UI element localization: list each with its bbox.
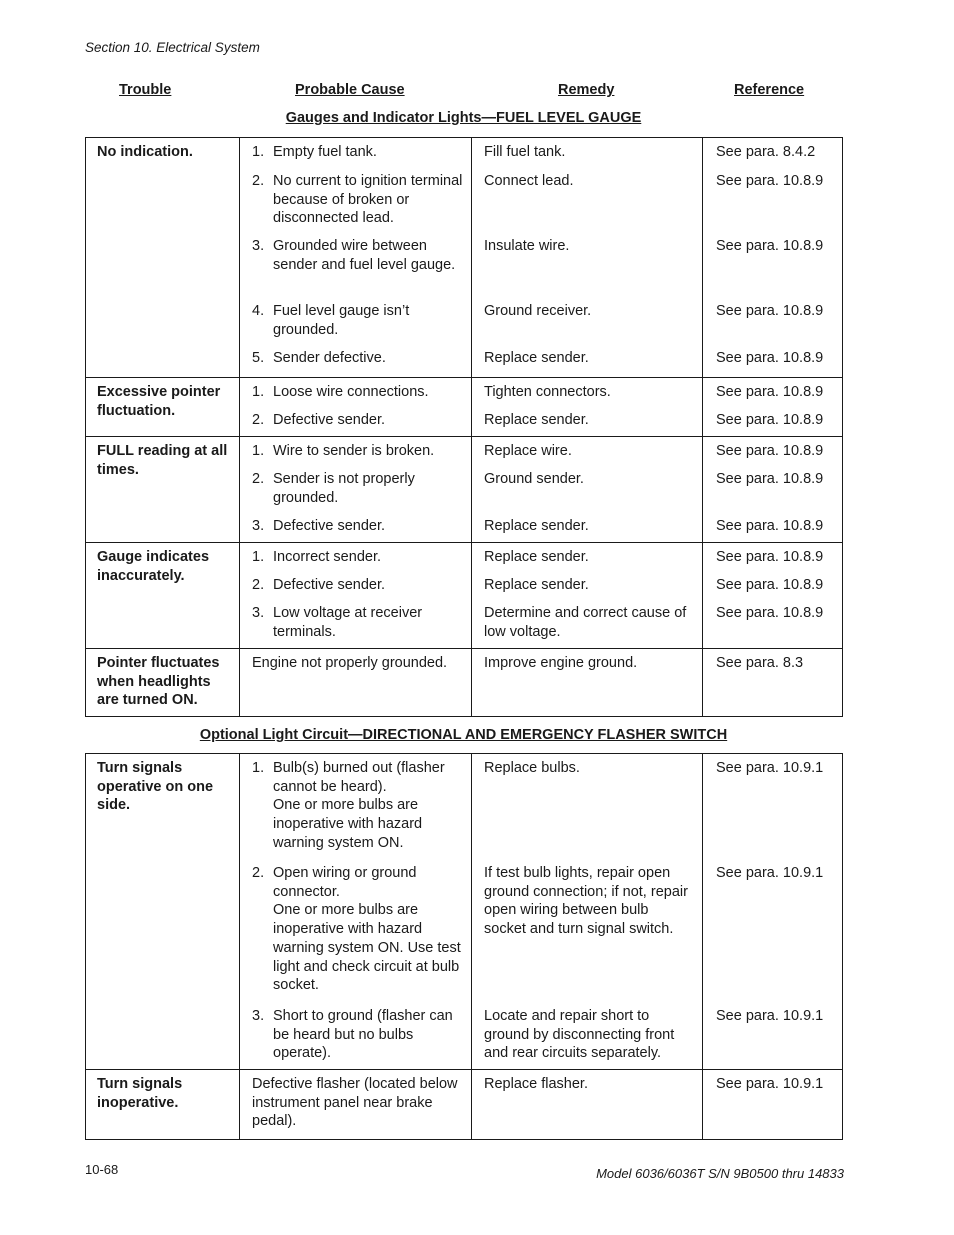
reference-item: See para. 10.8.9 <box>716 238 824 254</box>
cause-text <box>252 654 463 673</box>
cause-text <box>252 548 463 567</box>
cause-text <box>252 604 463 641</box>
cause-cell <box>240 543 472 649</box>
trouble-cell: Excessive pointer fluctuation. <box>86 378 240 437</box>
cause-item <box>252 442 463 470</box>
item-number: 3. <box>252 605 265 621</box>
reference-item: See para. 10.9.1 <box>716 1008 824 1024</box>
reference-item: See para. 10.8.9 <box>716 384 824 400</box>
cause-cell <box>240 1070 472 1140</box>
cause-text <box>252 172 463 228</box>
table-row <box>86 649 843 717</box>
cause-item <box>252 302 463 349</box>
reference-cell <box>703 378 843 437</box>
reference-item: See para. 10.8.9 <box>716 303 824 319</box>
remedy-item: Replace sender. <box>484 412 589 428</box>
cause-item <box>252 604 463 642</box>
cause-text <box>252 383 463 402</box>
item-number: 3. <box>252 238 265 254</box>
cause-item <box>252 759 463 864</box>
cause-item <box>252 143 463 172</box>
reference-item: See para. 10.9.1 <box>716 865 824 881</box>
reference-item: See para. 10.8.9 <box>716 173 824 189</box>
cause-text <box>252 349 463 368</box>
item-number: 1. <box>252 760 265 776</box>
cause-line: Low voltage at receiver terminals. <box>273 605 423 640</box>
item-number: 5. <box>252 350 265 366</box>
reference-item: See para. 10.9.1 <box>716 760 824 776</box>
remedy-item: Connect lead. <box>484 173 574 189</box>
table-row <box>86 378 843 437</box>
reference-item: See para. 10.8.9 <box>716 471 824 487</box>
cause-item <box>252 654 463 710</box>
troubleshooting-table-fuel-gauge <box>85 137 843 717</box>
reference-cell <box>703 437 843 543</box>
trouble-cell: Turn signals operative on one side. <box>86 754 240 1070</box>
item-number: 1. <box>252 384 265 400</box>
remedy-item: Replace flasher. <box>484 1076 588 1092</box>
cause-item <box>252 349 463 371</box>
cause-line: Open wiring or ground connector. <box>273 865 417 900</box>
column-headings <box>0 82 954 102</box>
cause-item <box>252 470 463 517</box>
item-number: 1. <box>252 144 265 160</box>
cause-line: Grounded wire between sender and fuel level gauge. <box>273 238 456 273</box>
cause-text <box>252 1075 463 1131</box>
remedy-item: Determine and correct cause of low voltage. <box>484 605 687 640</box>
remedy-cell <box>472 754 703 1070</box>
cause-line: Short to ground (flasher can be heard but no bulbs operate). <box>273 1008 453 1062</box>
reference-item: See para. 10.9.1 <box>716 1076 824 1092</box>
model-footer: Model 6036/6036T S/N 9B0500 thru 14833 <box>596 1166 844 1181</box>
item-number: 1. <box>252 443 265 459</box>
reference-cell <box>703 138 843 378</box>
table-row <box>86 754 843 1070</box>
cause-line: Engine not properly grounded. <box>252 655 448 671</box>
reference-item: See para. 10.8.9 <box>716 577 824 593</box>
cause-text <box>252 759 463 853</box>
cause-line: Sender defective. <box>273 350 386 366</box>
column-heading-remedy: Remedy <box>558 82 615 98</box>
cause-text <box>252 442 463 461</box>
cause-cell <box>240 754 472 1070</box>
cause-text <box>252 1007 463 1063</box>
item-number: 2. <box>252 412 265 428</box>
item-number: 2. <box>252 865 265 881</box>
cause-item <box>252 517 463 536</box>
remedy-item: Insulate wire. <box>484 238 570 254</box>
reference-cell <box>703 649 843 717</box>
cause-cell <box>240 437 472 543</box>
remedy-cell <box>472 378 703 437</box>
remedy-item: Ground sender. <box>484 471 584 487</box>
cause-line: Defective flasher (located below instrument panel near brake pedal). <box>252 1076 458 1130</box>
remedy-item: Replace sender. <box>484 518 589 534</box>
remedy-cell <box>472 437 703 543</box>
trouble-cell: Turn signals inoperative. <box>86 1070 240 1140</box>
reference-item: See para. 10.8.9 <box>716 549 824 565</box>
page-number: 10-68 <box>85 1162 119 1177</box>
remedy-item: Replace bulbs. <box>484 760 580 776</box>
reference-item: See para. 10.8.9 <box>716 412 824 428</box>
cause-line: Loose wire connections. <box>273 384 429 400</box>
cause-note: One or more bulbs are inoperative with hazard warning system ON. Use test light and check circuit at bulb socket. <box>273 902 461 994</box>
table-row <box>86 1070 843 1140</box>
cause-line: No current to ignition terminal because of broken or disconnected lead. <box>273 173 463 227</box>
remedy-item: Improve engine ground. <box>484 655 638 671</box>
column-heading-reference: Reference <box>734 82 805 98</box>
cause-item <box>252 237 463 302</box>
table-row <box>86 437 843 543</box>
cause-cell <box>240 649 472 717</box>
cause-line: Defective sender. <box>273 518 386 534</box>
cause-cell <box>240 378 472 437</box>
remedy-cell <box>472 649 703 717</box>
remedy-cell <box>472 138 703 378</box>
cause-cell <box>240 138 472 378</box>
item-number: 2. <box>252 471 265 487</box>
remedy-cell <box>472 1070 703 1140</box>
cause-text <box>252 470 463 507</box>
section-title-flasher-switch: Optional Light Circuit—DIRECTIONAL AND EMERGENCY FLASHER SWITCH <box>199 727 728 743</box>
remedy-item: Locate and repair short to ground by disconnecting front and rear circuits separately. <box>484 1008 675 1062</box>
cause-note: One or more bulbs are inoperative with hazard warning system ON. <box>273 797 423 851</box>
column-heading-cause: Probable Cause <box>295 82 405 98</box>
item-number: 4. <box>252 303 265 319</box>
cause-item <box>252 864 463 1007</box>
remedy-item: Tighten connectors. <box>484 384 611 400</box>
reference-cell <box>703 543 843 649</box>
table-row <box>86 543 843 649</box>
remedy-item: Fill fuel tank. <box>484 144 566 160</box>
cause-text <box>252 237 463 274</box>
trouble-cell: Pointer fluctuates when headlights are turned ON. <box>86 649 240 717</box>
section-title-fuel-level-gauge: Gauges and Indicator Lights—FUEL LEVEL GAUGE <box>285 110 642 126</box>
column-heading-trouble: Trouble <box>119 82 172 98</box>
table-row <box>86 138 843 378</box>
cause-line: Fuel level gauge isn’t grounded. <box>273 303 410 338</box>
cause-line: Incorrect sender. <box>273 549 381 565</box>
cause-text <box>252 411 463 430</box>
cause-item <box>252 172 463 237</box>
item-number: 2. <box>252 577 265 593</box>
cause-item <box>252 411 463 430</box>
reference-item: See para. 8.4.2 <box>716 144 816 160</box>
cause-item <box>252 1075 463 1133</box>
trouble-cell: Gauge indicates inaccurately. <box>86 543 240 649</box>
trouble-cell: FULL reading at all times. <box>86 437 240 543</box>
cause-line: Defective sender. <box>273 577 386 593</box>
remedy-item: If test bulb lights, repair open ground connection; if not, repair open wiring between bulb socket and turn signal switch. <box>484 865 688 938</box>
remedy-item: Replace wire. <box>484 443 572 459</box>
reference-item: See para. 10.8.9 <box>716 518 824 534</box>
remedy-item: Replace sender. <box>484 577 589 593</box>
remedy-item: Replace sender. <box>484 350 589 366</box>
cause-text <box>252 302 463 339</box>
reference-item: See para. 10.8.9 <box>716 443 824 459</box>
cause-item <box>252 576 463 604</box>
reference-item: See para. 8.3 <box>716 655 804 671</box>
item-number: 1. <box>252 549 265 565</box>
running-head: Section 10. Electrical System <box>85 40 260 55</box>
cause-line: Wire to sender is broken. <box>273 443 435 459</box>
reference-item: See para. 10.8.9 <box>716 350 824 366</box>
item-number: 3. <box>252 518 265 534</box>
item-number: 2. <box>252 173 265 189</box>
item-number: 3. <box>252 1008 265 1024</box>
trouble-cell: No indication. <box>86 138 240 378</box>
cause-item <box>252 1007 463 1063</box>
cause-text <box>252 864 463 995</box>
cause-text <box>252 143 463 162</box>
cause-line: Bulb(s) burned out (flasher cannot be heard). <box>273 760 445 795</box>
remedy-cell <box>472 543 703 649</box>
cause-line: Defective sender. <box>273 412 386 428</box>
cause-item <box>252 383 463 411</box>
reference-cell <box>703 754 843 1070</box>
reference-item: See para. 10.8.9 <box>716 605 824 621</box>
remedy-item: Replace sender. <box>484 549 589 565</box>
cause-item <box>252 548 463 576</box>
reference-cell <box>703 1070 843 1140</box>
cause-line: Sender is not properly grounded. <box>273 471 415 506</box>
cause-line: Empty fuel tank. <box>273 144 377 160</box>
remedy-item: Ground receiver. <box>484 303 592 319</box>
cause-text <box>252 517 463 536</box>
troubleshooting-table-flasher-switch <box>85 753 843 1140</box>
cause-text <box>252 576 463 595</box>
